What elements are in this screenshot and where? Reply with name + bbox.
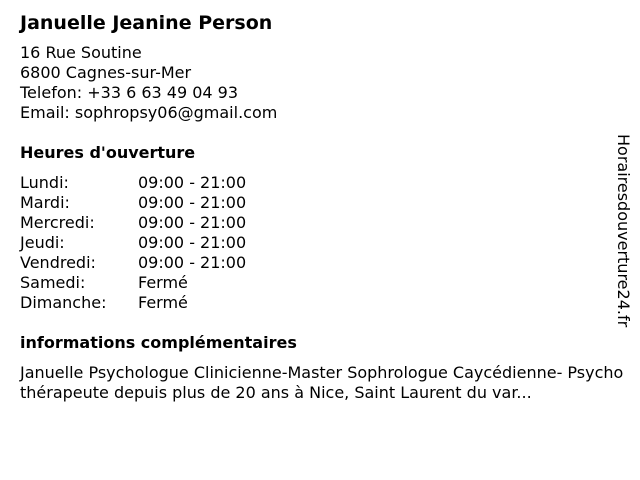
hours-row-jeudi (20, 233, 620, 253)
business-name: Januelle Jeanine Person (20, 12, 273, 34)
time-value: 09:00 - 21:00 (138, 193, 247, 212)
hours-table (20, 173, 620, 313)
info-description: Januelle Psychologue Clinicienne-Master Sophrologue Caycédienne- Psychothérapeute depuis plus de 20 ans à Nice, Saint Laurent du var... (20, 363, 624, 402)
watermark-text: Horairesdouverture24.fr (614, 134, 633, 328)
phone-line: Telefon: +33 6 63 49 04 93 (20, 83, 239, 102)
time-value: 09:00 - 21:00 (138, 233, 247, 252)
city-address: 6800 Cagnes-sur-Mer (20, 63, 192, 82)
day-label: Mercredi: (20, 213, 95, 232)
day-label: Mardi: (20, 193, 70, 212)
time-value: 09:00 - 21:00 (138, 253, 247, 272)
info-heading: informations complémentaires (20, 333, 297, 352)
day-label: Vendredi: (20, 253, 96, 272)
day-label: Lundi: (20, 173, 69, 192)
time-value: Fermé (138, 293, 188, 312)
street-address: 16 Rue Soutine (20, 43, 142, 62)
hours-row-mercredi (20, 213, 620, 233)
day-label: Dimanche: (20, 293, 107, 312)
hours-row-dimanche (20, 293, 620, 313)
time-value: 09:00 - 21:00 (138, 173, 247, 192)
time-value: Fermé (138, 273, 188, 292)
day-label: Jeudi: (20, 233, 65, 252)
time-value: 09:00 - 21:00 (138, 213, 247, 232)
day-label: Samedi: (20, 273, 86, 292)
hours-row-samedi (20, 273, 620, 293)
hours-heading: Heures d'ouverture (20, 143, 196, 162)
hours-row-vendredi (20, 253, 620, 273)
email-line: Email: sophropsy06@gmail.com (20, 103, 278, 122)
hours-row-lundi (20, 173, 620, 193)
hours-row-mardi (20, 193, 620, 213)
